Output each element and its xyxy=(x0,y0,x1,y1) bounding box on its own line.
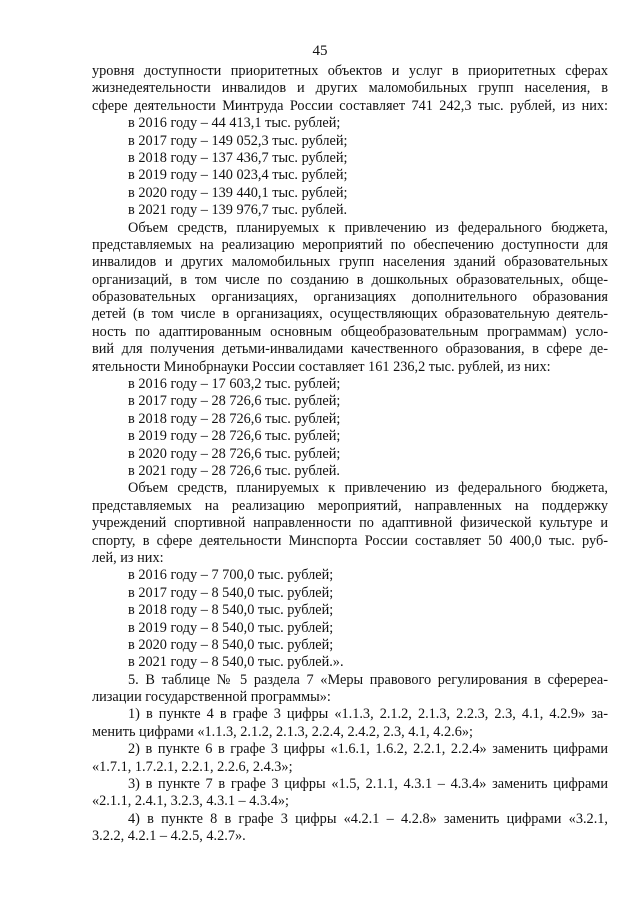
paragraph xyxy=(92,776,608,811)
text-line: «2.1.1, 2.4.1, 3.2.3, 4.3.1 – 4.3.4»; xyxy=(92,793,289,810)
paragraph xyxy=(92,63,608,115)
text-line: представляемых на реализацию мероприятий, направленных на поддержку xyxy=(92,497,608,514)
text-line: «1.7.1, 1.7.2.1, 2.2.1, 2.2.6, 2.4.3»; xyxy=(92,758,293,775)
text-line: учреждений спортивной направленности по адаптивной физической культуре и xyxy=(92,515,608,532)
paragraph xyxy=(92,706,608,741)
text-line: ность по адаптированным основным общеобразовательным программам) усло- xyxy=(92,323,608,340)
list-item: в 2019 году – 140 023,4 тыс. рублей; xyxy=(128,167,348,184)
list-item: в 2021 году – 139 976,7 тыс. рублей. xyxy=(128,202,348,219)
list-item: в 2018 году – 8 540,0 тыс. рублей; xyxy=(128,602,334,619)
list-item: в 2021 году – 28 726,6 тыс. рублей. xyxy=(128,462,340,479)
list-item: в 2019 году – 8 540,0 тыс. рублей; xyxy=(128,619,334,636)
text-line: 5. В таблице № 5 раздела 7 «Меры правового регулирования в сферереа- xyxy=(128,671,608,688)
list-item: в 2016 году – 7 700,0 тыс. рублей; xyxy=(128,567,334,584)
text-line: представляемых на реализацию мероприятий по обеспечению доступности для xyxy=(92,236,608,253)
text-line: 2) в пункте 6 в графе 3 цифры «1.6.1, 1.6.2, 2.2.1, 2.2.4» заменить цифрами xyxy=(128,741,608,758)
page-number: 45 xyxy=(312,43,328,59)
paragraph xyxy=(92,672,608,707)
text-line: 3.2.2, 4.2.1 – 4.2.5, 4.2.7». xyxy=(92,828,246,845)
document-body xyxy=(92,63,608,846)
text-line: лизации государственной программы»: xyxy=(92,689,331,706)
list-item: в 2019 году – 28 726,6 тыс. рублей; xyxy=(128,428,341,445)
list-item: в 2021 году – 8 540,0 тыс. рублей.». xyxy=(128,654,344,671)
amount-list xyxy=(92,567,608,671)
paragraph xyxy=(92,811,608,846)
text-line: организаций, в том числе по созданию в дошкольных образовательных, обще- xyxy=(92,271,608,288)
text-line: Объем средств, планируемых к привлечению из федерального бюджета, xyxy=(128,219,608,236)
text-line: вий для получения детьми-инвалидами качественного образования, в сфере де- xyxy=(92,341,608,358)
list-item: в 2017 году – 28 726,6 тыс. рублей; xyxy=(128,393,341,410)
paragraph xyxy=(92,741,608,776)
text-line: сфере деятельности Минтруда России составляет 741 242,3 тыс. рублей, из них: xyxy=(92,97,608,114)
list-item: в 2020 году – 139 440,1 тыс. рублей; xyxy=(128,184,348,201)
list-item: в 2016 году – 44 413,1 тыс. рублей; xyxy=(128,115,341,132)
text-line: жизнедеятельности инвалидов и других маломобильных групп населения, в xyxy=(92,80,608,97)
list-item: в 2017 году – 149 052,3 тыс. рублей; xyxy=(128,132,348,149)
text-line: менить цифрами «1.1.3, 2.1.2, 2.1.3, 2.2.4, 2.4.2, 2.3, 4.1, 4.2.6»; xyxy=(92,723,473,740)
text-line: Объем средств, планируемых к привлечению из федерального бюджета, xyxy=(128,480,608,497)
text-line: 4) в пункте 8 в графе 3 цифры «4.2.1 – 4.2.8» заменить цифрами «3.2.1, xyxy=(128,810,608,827)
text-line: ятельности Минобрнауки России составляет 161 236,2 тыс. рублей, из них: xyxy=(92,358,551,375)
text-line: спорту, в сфере деятельности Минспорта России составляет 50 400,0 тыс. руб- xyxy=(92,532,608,549)
list-item: в 2020 году – 28 726,6 тыс. рублей; xyxy=(128,445,341,462)
amount-list xyxy=(92,376,608,480)
list-item: в 2020 году – 8 540,0 тыс. рублей; xyxy=(128,636,334,653)
text-line: детей (в том числе в организациях, осуществляющих образовательную деятель- xyxy=(92,306,608,323)
text-line: инвалидов и других маломобильных групп населения зданий образовательных xyxy=(92,254,608,271)
text-line: 3) в пункте 7 в графе 3 цифры «1.5, 2.1.1, 4.3.1 – 4.3.4» заменить цифрами xyxy=(128,776,608,793)
amount-list xyxy=(92,115,608,219)
paragraph xyxy=(92,220,608,377)
text-line: образовательных организациях, организациях дополнительного образования xyxy=(92,289,608,306)
list-item: в 2018 году – 28 726,6 тыс. рублей; xyxy=(128,410,341,427)
paragraph xyxy=(92,480,608,567)
list-item: в 2017 году – 8 540,0 тыс. рублей; xyxy=(128,584,334,601)
list-item: в 2018 году – 137 436,7 тыс. рублей; xyxy=(128,149,348,166)
text-line: лей, из них: xyxy=(92,549,164,566)
text-line: уровня доступности приоритетных объектов и услуг в приоритетных сферах xyxy=(92,63,608,79)
list-item: в 2016 году – 17 603,2 тыс. рублей; xyxy=(128,376,341,393)
text-line: 1) в пункте 4 в графе 3 цифры «1.1.3, 2.1.2, 2.1.3, 2.2.3, 2.3, 4.1, 4.2.9» за- xyxy=(128,706,608,723)
